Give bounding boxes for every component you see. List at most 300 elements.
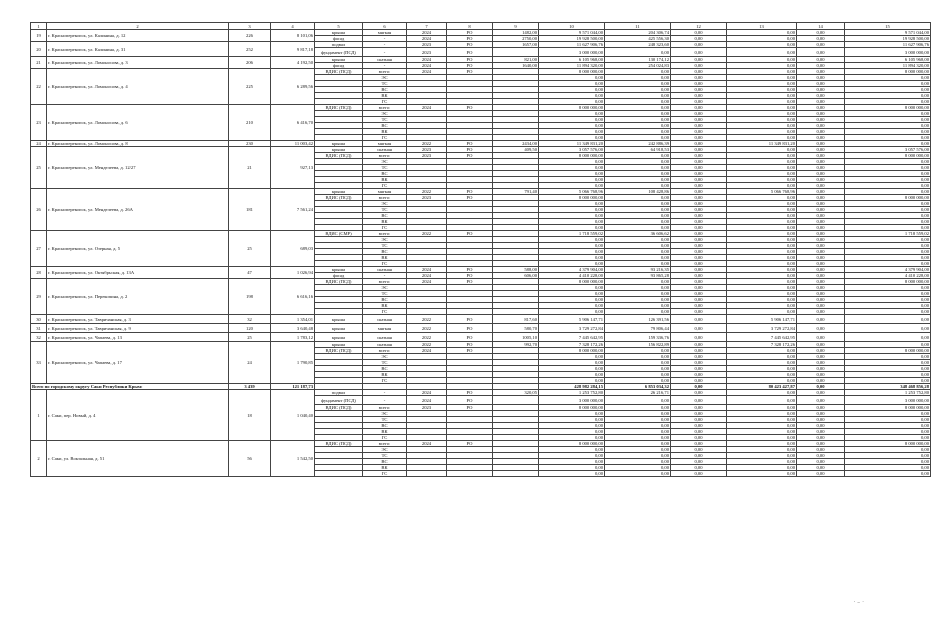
value-cell: 0,00 bbox=[671, 249, 727, 255]
value-cell: 0,00 bbox=[605, 378, 671, 384]
value-cell: ГС bbox=[363, 435, 407, 441]
address-cell: г. Красноперекопск, ул. Калинина, д. 31 bbox=[47, 42, 229, 57]
value-cell: 26 216,71 bbox=[605, 390, 671, 396]
value-cell: РО bbox=[447, 267, 493, 273]
value-cell: 0,00 bbox=[727, 411, 797, 417]
value-cell: 0,00 bbox=[845, 177, 931, 183]
value-cell: 2024 bbox=[407, 348, 447, 354]
residents-cell: 47 bbox=[229, 267, 271, 279]
value-cell: 126 391,56 bbox=[605, 315, 671, 324]
value-cell: 0,00 bbox=[797, 447, 845, 453]
value-cell: РО bbox=[447, 147, 493, 153]
value-cell: РО bbox=[447, 273, 493, 279]
area-cell: 7 561,24 bbox=[271, 189, 315, 231]
value-cell: 0,00 bbox=[727, 285, 797, 291]
value-cell: - bbox=[363, 36, 407, 42]
value-cell: 0,00 bbox=[727, 309, 797, 315]
value-cell: 0,00 bbox=[605, 48, 671, 57]
value-cell: 0,00 bbox=[797, 279, 845, 285]
value-cell: 0,00 bbox=[727, 87, 797, 93]
value-cell: 0,00 bbox=[845, 459, 931, 465]
value-cell: 2024 bbox=[407, 30, 447, 36]
value-cell: 0,00 bbox=[727, 273, 797, 279]
value-cell: 3 000 000,00 bbox=[845, 396, 931, 405]
value-cell: 0,00 bbox=[539, 261, 605, 267]
value-cell: 0,00 bbox=[727, 237, 797, 243]
value-cell: 0,00 bbox=[727, 303, 797, 309]
value-cell: 0,00 bbox=[605, 159, 671, 165]
value-cell: 0,00 bbox=[797, 348, 845, 354]
residents-cell: 25 bbox=[229, 231, 271, 267]
value-cell: 0,00 bbox=[605, 129, 671, 135]
value-cell: ВДИС (ПСД) bbox=[315, 441, 363, 447]
value-cell: 0,00 bbox=[671, 291, 727, 297]
value-cell: 0,00 bbox=[797, 366, 845, 372]
total-value: 80 423 427,87 bbox=[727, 384, 797, 390]
value-cell: 0,00 bbox=[797, 123, 845, 129]
value-cell: скатная bbox=[363, 333, 407, 342]
value-cell: 0,00 bbox=[727, 36, 797, 42]
residents-cell: 120 bbox=[229, 324, 271, 333]
value-cell: 0,00 bbox=[539, 219, 605, 225]
page-mark: · – · bbox=[853, 599, 864, 606]
value-cell: 2024 bbox=[407, 57, 447, 63]
value-cell: 0,00 bbox=[671, 390, 727, 396]
residents-cell: 210 bbox=[229, 105, 271, 141]
value-cell: 0,00 bbox=[539, 372, 605, 378]
value-cell: 0,00 bbox=[671, 465, 727, 471]
row-number: 20 bbox=[31, 42, 47, 57]
value-cell: 0,00 bbox=[845, 411, 931, 417]
value-cell: ТС bbox=[363, 81, 407, 87]
value-cell: 11 627 906,76 bbox=[539, 42, 605, 48]
value-cell: 0,00 bbox=[845, 219, 931, 225]
value-cell: крыша bbox=[315, 342, 363, 348]
value-cell: 156 822,89 bbox=[605, 342, 671, 348]
value-cell: 0,00 bbox=[605, 213, 671, 219]
value-cell: 0,00 bbox=[539, 87, 605, 93]
value-cell: 0,00 bbox=[797, 291, 845, 297]
value-cell: 0,00 bbox=[605, 69, 671, 75]
value-cell: 0,00 bbox=[605, 105, 671, 111]
value-cell: 0,00 bbox=[797, 405, 845, 411]
value-cell: 0,00 bbox=[539, 423, 605, 429]
value-cell: 8 000 000,00 bbox=[539, 279, 605, 285]
value-cell: - bbox=[363, 48, 407, 57]
value-cell: 0,00 bbox=[539, 249, 605, 255]
column-number-row bbox=[31, 23, 931, 30]
value-cell: 0,00 bbox=[727, 195, 797, 201]
value-cell: ТС bbox=[363, 360, 407, 366]
value-cell: 0,00 bbox=[845, 81, 931, 87]
value-cell: 0,00 bbox=[845, 435, 931, 441]
value-cell: 5 906 147,71 bbox=[727, 315, 797, 324]
value-cell: РО bbox=[447, 30, 493, 36]
value-cell: 0,00 bbox=[727, 75, 797, 81]
value-cell: 3 057 576,00 bbox=[539, 147, 605, 153]
value-cell: 817,60 bbox=[493, 315, 539, 324]
value-cell: скатная bbox=[363, 315, 407, 324]
value-cell: 3 000 000,00 bbox=[845, 48, 931, 57]
value-cell: 2024 bbox=[407, 267, 447, 273]
value-cell: РО bbox=[447, 42, 493, 48]
value-cell: 0,00 bbox=[797, 87, 845, 93]
value-cell: 0,00 bbox=[727, 261, 797, 267]
value-cell: всего: bbox=[363, 69, 407, 75]
value-cell: РО bbox=[447, 324, 493, 333]
value-cell: 0,00 bbox=[671, 360, 727, 366]
value-cell: 0,00 bbox=[671, 315, 727, 324]
address-cell: г. Красноперекопск, ул. Менделеева, д. 12/27 bbox=[47, 147, 229, 189]
value-cell: ВДИС (ПСД) bbox=[315, 69, 363, 75]
value-cell: 320,05 bbox=[493, 390, 539, 396]
value-cell: РО bbox=[447, 105, 493, 111]
column-number-4: 4 bbox=[271, 23, 315, 30]
value-cell: 0,00 bbox=[605, 348, 671, 354]
value-cell: 0,00 bbox=[797, 273, 845, 279]
value-cell: ВДИС (ПСД) bbox=[315, 105, 363, 111]
value-cell: 0,00 bbox=[605, 354, 671, 360]
value-cell: 1005,10 bbox=[493, 333, 539, 342]
area-cell: 1 790,85 bbox=[271, 342, 315, 384]
value-cell: 0,00 bbox=[605, 87, 671, 93]
column-number-5: 5 bbox=[315, 23, 363, 30]
value-cell: 0,00 bbox=[727, 225, 797, 231]
value-cell: 0,00 bbox=[727, 423, 797, 429]
value-cell: 0,00 bbox=[605, 423, 671, 429]
value-cell: 4 410 228,00 bbox=[539, 273, 605, 279]
value-cell: 8 000 000,00 bbox=[845, 348, 931, 354]
value-cell: 0,00 bbox=[797, 153, 845, 159]
value-cell: 0,00 bbox=[797, 147, 845, 153]
value-cell: 0,00 bbox=[539, 435, 605, 441]
value-cell: 0,00 bbox=[727, 390, 797, 396]
value-cell: 0,00 bbox=[727, 117, 797, 123]
value-cell: 0,00 bbox=[605, 417, 671, 423]
value-cell: ТС bbox=[363, 207, 407, 213]
value-cell: 0,00 bbox=[797, 237, 845, 243]
value-cell: 7 328 172,26 bbox=[727, 342, 797, 348]
value-cell: ВС bbox=[363, 423, 407, 429]
value-cell: 0,00 bbox=[605, 459, 671, 465]
value-cell: 5 066 768,96 bbox=[727, 189, 797, 195]
value-cell: 0,00 bbox=[797, 378, 845, 384]
value-cell: ВК bbox=[363, 177, 407, 183]
value-cell: 0,00 bbox=[605, 183, 671, 189]
value-cell: 0,00 bbox=[671, 189, 727, 195]
residents-cell: 25 bbox=[229, 333, 271, 342]
row-number: 23 bbox=[31, 105, 47, 141]
value-cell: 0,00 bbox=[671, 423, 727, 429]
residents-cell: 21 bbox=[229, 147, 271, 189]
value-cell: 0,00 bbox=[797, 324, 845, 333]
value-cell: 0,00 bbox=[845, 261, 931, 267]
value-cell: 0,00 bbox=[845, 471, 931, 477]
value-cell: 0,00 bbox=[727, 471, 797, 477]
value-cell: 0,00 bbox=[845, 366, 931, 372]
residents-cell: 198 bbox=[229, 279, 271, 315]
area-cell: 8 101,06 bbox=[271, 30, 315, 42]
value-cell: 0,00 bbox=[671, 396, 727, 405]
value-cell: 11 894 320,00 bbox=[845, 63, 931, 69]
value-cell: 0,00 bbox=[727, 219, 797, 225]
value-cell: - bbox=[363, 396, 407, 405]
value-cell: 0,00 bbox=[727, 111, 797, 117]
value-cell: ВК bbox=[363, 429, 407, 435]
value-cell: 0,00 bbox=[727, 372, 797, 378]
value-cell: 0,00 bbox=[671, 207, 727, 213]
total-value: 0,00 bbox=[797, 384, 845, 390]
value-cell: - bbox=[363, 63, 407, 69]
value-cell: 2022 bbox=[407, 141, 447, 147]
value-cell: 2023 bbox=[407, 195, 447, 201]
value-cell: ВК bbox=[363, 219, 407, 225]
row-number: 26 bbox=[31, 189, 47, 231]
value-cell: 0,00 bbox=[845, 243, 931, 249]
residents-cell: 206 bbox=[229, 57, 271, 69]
value-cell: 0,00 bbox=[539, 237, 605, 243]
value-cell: 0,00 bbox=[671, 447, 727, 453]
value-cell: 2022 bbox=[407, 315, 447, 324]
value-cell: 0,00 bbox=[845, 183, 931, 189]
value-cell: 1 718 559,02 bbox=[845, 231, 931, 237]
value-cell: 3 000 000,00 bbox=[539, 396, 605, 405]
row-number: 27 bbox=[31, 231, 47, 267]
value-cell: 0,00 bbox=[727, 447, 797, 453]
value-cell: 0,00 bbox=[845, 225, 931, 231]
value-cell: 0,00 bbox=[845, 309, 931, 315]
value-cell: ВК bbox=[363, 255, 407, 261]
value-cell: 0,00 bbox=[605, 297, 671, 303]
row-number: 30 bbox=[31, 315, 47, 324]
value-cell: 8 000 000,00 bbox=[539, 405, 605, 411]
value-cell: всего: bbox=[363, 231, 407, 237]
column-number-11: 11 bbox=[605, 23, 671, 30]
value-cell: 0,00 bbox=[539, 93, 605, 99]
address-cell: г. Красноперекопск, ул. Перекопина, д. 2 bbox=[47, 279, 229, 315]
total-value: 6 853 034,32 bbox=[605, 384, 671, 390]
value-cell: 8 000 000,00 bbox=[845, 105, 931, 111]
value-cell: 0,00 bbox=[539, 411, 605, 417]
value-cell: 0,00 bbox=[671, 75, 727, 81]
value-cell: 0,00 bbox=[727, 366, 797, 372]
value-cell: ВС bbox=[363, 366, 407, 372]
value-cell: 0,00 bbox=[671, 453, 727, 459]
value-cell: 0,00 bbox=[671, 105, 727, 111]
value-cell: 0,00 bbox=[845, 342, 931, 348]
value-cell: 0,00 bbox=[539, 159, 605, 165]
value-cell: РО bbox=[447, 279, 493, 285]
value-cell: 0,00 bbox=[797, 81, 845, 87]
value-cell: 0,00 bbox=[671, 30, 727, 36]
value-cell: 0,00 bbox=[797, 333, 845, 342]
value-cell: ВДИС (ПСД) bbox=[315, 153, 363, 159]
value-cell: 0,00 bbox=[727, 291, 797, 297]
value-cell bbox=[407, 471, 447, 477]
row-number: 1 bbox=[31, 390, 47, 441]
value-cell: 0,00 bbox=[727, 231, 797, 237]
value-cell: 64 918,53 bbox=[605, 147, 671, 153]
value-cell: 159 336,76 bbox=[605, 333, 671, 342]
value-cell: 2023 bbox=[407, 153, 447, 159]
value-cell: ЭС bbox=[363, 111, 407, 117]
value-cell: ВС bbox=[363, 171, 407, 177]
value-cell: 8 000 000,00 bbox=[845, 69, 931, 75]
value-cell: мягкая bbox=[363, 141, 407, 147]
value-cell: всего: bbox=[363, 195, 407, 201]
value-cell: 0,00 bbox=[797, 135, 845, 141]
value-cell: 2024 bbox=[407, 441, 447, 447]
value-cell: 8 000 000,00 bbox=[539, 153, 605, 159]
value-cell: 0,00 bbox=[797, 141, 845, 147]
value-cell: 7 445 642,95 bbox=[539, 333, 605, 342]
value-cell: 0,00 bbox=[671, 297, 727, 303]
value-cell: РО bbox=[447, 36, 493, 42]
value-cell: 606,00 bbox=[493, 273, 539, 279]
value-cell: 0,00 bbox=[727, 453, 797, 459]
value-cell: 0,00 bbox=[671, 324, 727, 333]
value-cell: 0,00 bbox=[671, 201, 727, 207]
value-cell: 0,00 bbox=[797, 243, 845, 249]
value-cell: 0,00 bbox=[671, 36, 727, 42]
value-cell: 0,00 bbox=[671, 261, 727, 267]
value-cell: 130 174,12 bbox=[605, 57, 671, 63]
value-cell: 0,00 bbox=[727, 267, 797, 273]
value-cell: ГС bbox=[363, 99, 407, 105]
value-cell: 0,00 bbox=[727, 135, 797, 141]
value-cell: 0,00 bbox=[845, 141, 931, 147]
residents-cell: 230 bbox=[229, 141, 271, 147]
value-cell: 0,00 bbox=[671, 348, 727, 354]
value-cell: фасад bbox=[315, 36, 363, 42]
value-cell: ТС bbox=[363, 243, 407, 249]
value-cell: 254 024,83 bbox=[605, 63, 671, 69]
value-cell: 0,00 bbox=[671, 129, 727, 135]
value-cell: 0,00 bbox=[671, 255, 727, 261]
value-cell: фундамент (ПСД) bbox=[315, 48, 363, 57]
value-cell: 0,00 bbox=[671, 63, 727, 69]
value-cell: 0,00 bbox=[797, 231, 845, 237]
value-cell: 0,00 bbox=[845, 354, 931, 360]
value-cell: 0,00 bbox=[671, 405, 727, 411]
value-cell: 0,00 bbox=[797, 342, 845, 348]
value-cell: 0,00 bbox=[539, 453, 605, 459]
value-cell: 0,00 bbox=[727, 378, 797, 384]
value-cell: 0,00 bbox=[727, 153, 797, 159]
value-cell: 0,00 bbox=[671, 243, 727, 249]
address-cell: г. Красноперекопск, ул. Озерная, д. 5 bbox=[47, 231, 229, 267]
value-cell: 0,00 bbox=[605, 165, 671, 171]
value-cell: 0,00 bbox=[605, 372, 671, 378]
value-cell: 0,00 bbox=[671, 171, 727, 177]
value-cell: 0,00 bbox=[727, 279, 797, 285]
value-cell: 8 000 000,00 bbox=[845, 405, 931, 411]
row-number: 32 bbox=[31, 333, 47, 342]
value-cell: 0,00 bbox=[605, 249, 671, 255]
value-cell: 0,00 bbox=[845, 99, 931, 105]
value-cell: 0,00 bbox=[539, 213, 605, 219]
value-cell: 588,00 bbox=[493, 267, 539, 273]
value-cell: 0,00 bbox=[605, 429, 671, 435]
value-cell: 2022 bbox=[407, 324, 447, 333]
value-cell: 0,00 bbox=[671, 273, 727, 279]
value-cell: 0,00 bbox=[845, 465, 931, 471]
value-cell: 0,00 bbox=[797, 75, 845, 81]
value-cell: ГС bbox=[363, 309, 407, 315]
value-cell: РО bbox=[447, 189, 493, 195]
value-cell: 0,00 bbox=[797, 189, 845, 195]
value-cell: 0,00 bbox=[727, 57, 797, 63]
value-cell: 0,00 bbox=[605, 261, 671, 267]
area-cell: 1 354,01 bbox=[271, 315, 315, 324]
value-cell: ЭС bbox=[363, 354, 407, 360]
value-cell: ТС bbox=[363, 117, 407, 123]
value-cell: 0,00 bbox=[671, 99, 727, 105]
value-cell: 5 066 768,96 bbox=[539, 189, 605, 195]
value-cell: 0,00 bbox=[845, 123, 931, 129]
area-cell: 1 542,50 bbox=[271, 441, 315, 477]
value-cell: 0,00 bbox=[539, 135, 605, 141]
value-cell: крыша bbox=[315, 324, 363, 333]
value-cell: 0,00 bbox=[605, 465, 671, 471]
value-cell: 0,00 bbox=[727, 213, 797, 219]
value-cell: 0,00 bbox=[727, 354, 797, 360]
value-cell: 0,00 bbox=[797, 159, 845, 165]
residents-cell: 225 bbox=[229, 69, 271, 105]
value-cell: 0,00 bbox=[605, 435, 671, 441]
value-cell: 5 906 147,71 bbox=[539, 315, 605, 324]
value-cell: ТС bbox=[363, 417, 407, 423]
value-cell: 0,00 bbox=[671, 69, 727, 75]
total-value: 428 982 284,15 bbox=[539, 384, 605, 390]
area-cell: 1 026,94 bbox=[271, 267, 315, 279]
value-cell: 0,00 bbox=[539, 366, 605, 372]
value-cell: ВС bbox=[363, 249, 407, 255]
area-cell: 9 817,18 bbox=[271, 42, 315, 57]
value-cell: 0,00 bbox=[797, 390, 845, 396]
value-cell: ГС bbox=[363, 378, 407, 384]
value-cell: 0,00 bbox=[797, 285, 845, 291]
value-cell: 2023 bbox=[407, 48, 447, 57]
value-cell: 0,00 bbox=[797, 195, 845, 201]
value-cell: 0,00 bbox=[845, 378, 931, 384]
column-number-1: 1 bbox=[31, 23, 47, 30]
value-cell: 0,00 bbox=[797, 213, 845, 219]
address-cell: г. Красноперекопск, ул. Калинина, д. 12 bbox=[47, 30, 229, 42]
value-cell: 8 000 000,00 bbox=[845, 441, 931, 447]
total-area: 121 187,73 bbox=[271, 384, 315, 390]
value-cell: 0,00 bbox=[845, 333, 931, 342]
value-cell: 0,00 bbox=[845, 447, 931, 453]
residents-cell: 56 bbox=[229, 441, 271, 477]
value-cell: 0,00 bbox=[605, 243, 671, 249]
residents-cell: 181 bbox=[229, 189, 271, 231]
value-cell: 2024 bbox=[407, 396, 447, 405]
value-cell: 11 349 831,20 bbox=[727, 141, 797, 147]
area-cell: 11 003,42 bbox=[271, 141, 315, 147]
value-cell: 0,00 bbox=[671, 123, 727, 129]
value-cell: ВДИС (ПСД) bbox=[315, 348, 363, 354]
value-cell: 19 928 500,00 bbox=[845, 36, 931, 42]
value-cell: 0,00 bbox=[605, 447, 671, 453]
address-cell: г. Саки, пер. Новый, д. 4 bbox=[47, 390, 229, 441]
value-cell: 0,00 bbox=[727, 165, 797, 171]
value-cell: 425 556,30 bbox=[605, 36, 671, 42]
value-cell: 0,00 bbox=[797, 297, 845, 303]
value-cell: 0,00 bbox=[845, 93, 931, 99]
value-cell: 0,00 bbox=[671, 435, 727, 441]
value-cell: 0,00 bbox=[797, 441, 845, 447]
